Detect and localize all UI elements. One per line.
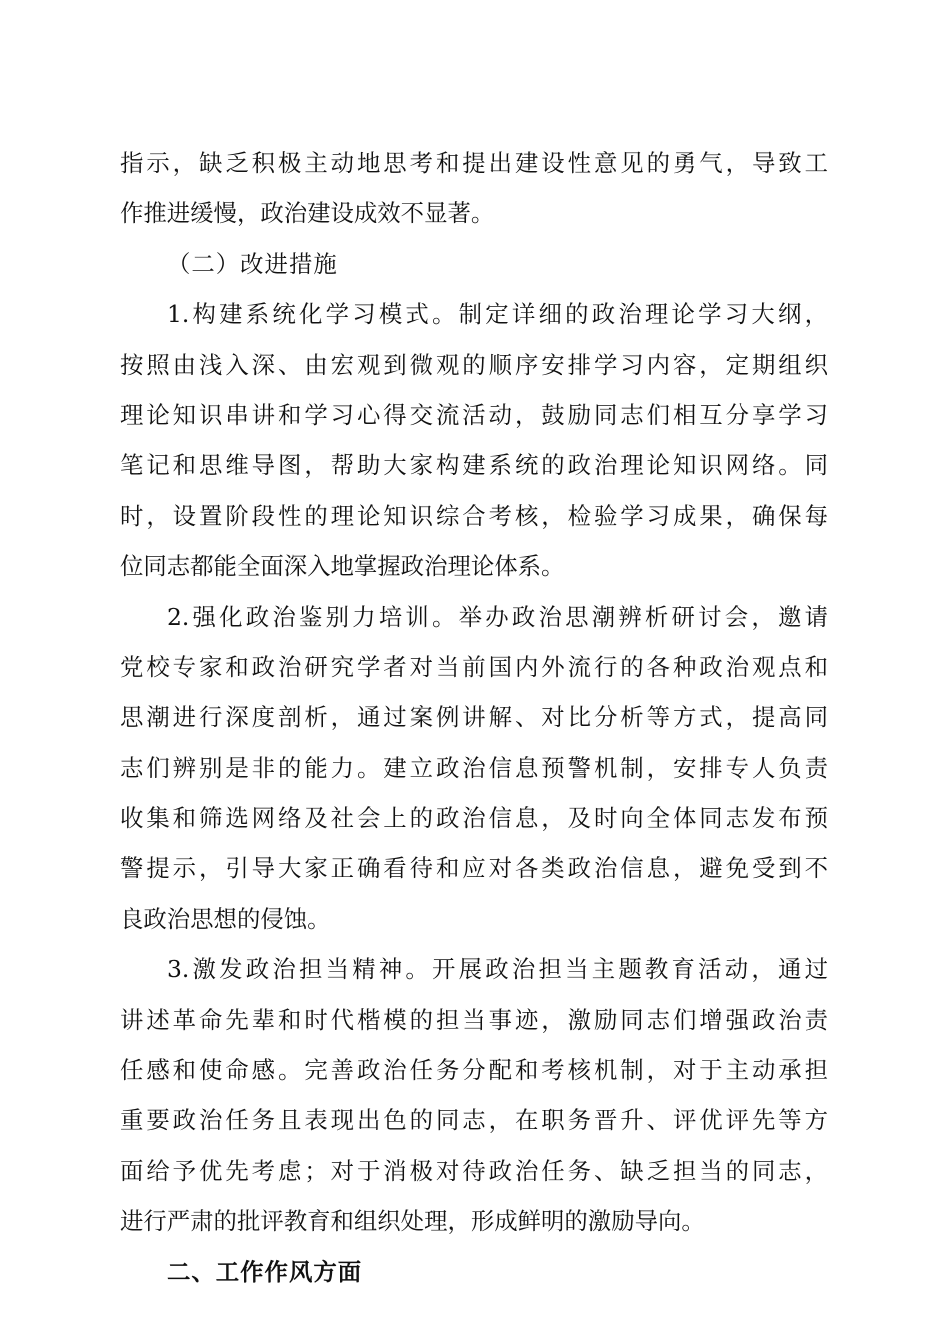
subheading-text: （二）改进措施 <box>167 249 338 278</box>
text-line: 按照由浅入深、由宏观到微观的顺序安排学习内容，定期组织 <box>120 350 828 379</box>
text-line: 笔记和思维导图，帮助大家构建系统的政治理论知识网络。同 <box>120 451 828 480</box>
text-line: 时，设置阶段性的理论知识综合考核，检验学习成果，确保每 <box>120 501 828 530</box>
text-line: 2.强化政治鉴别力培训。举办政治思潮辨析研讨会，邀请 <box>167 602 828 631</box>
section-heading-work-style <box>120 1247 828 1297</box>
text-line: 1.构建系统化学习模式。制定详细的政治理论学习大纲， <box>167 300 828 329</box>
text-line: 重要政治任务且表现出色的同志，在职务晋升、评优评先等方 <box>120 1106 828 1135</box>
paragraph-item-2 <box>120 592 828 945</box>
document-body <box>120 138 828 1297</box>
text-line: 指示，缺乏积极主动地思考和提出建设性意见的勇气，导致工 <box>120 149 828 177</box>
text-line: 理论知识串讲和学习心得交流活动，鼓励同志们相互分享学习 <box>120 400 828 429</box>
text-line: 良政治思想的侵蚀。 <box>120 904 331 933</box>
text-line: 面给予优先考虑；对于消极对待政治任务、缺乏担当的同志， <box>120 1156 828 1185</box>
text-line: 位同志都能全面深入地掌握政治理论体系。 <box>120 552 565 581</box>
text-line: 警提示，引导大家正确看待和应对各类政治信息，避免受到不 <box>120 854 828 883</box>
text-line: 收集和筛选网络及社会上的政治信息，及时向全体同志发布预 <box>120 804 828 833</box>
text-line: 党校专家和政治研究学者对当前国内外流行的各种政治观点和 <box>120 652 828 681</box>
text-line: 思潮进行深度剖析，通过案例讲解、对比分析等方式，提高同 <box>120 703 828 732</box>
paragraph-item-1 <box>120 289 828 591</box>
text-line: 3.激发政治担当精神。开展政治担当主题教育活动，通过 <box>167 955 828 984</box>
text-line: 作推进缓慢，政治建设成效不显著。 <box>120 199 495 228</box>
text-line: 志们辨别是非的能力。建立政治信息预警机制，安排专人负责 <box>120 753 828 782</box>
text-line: 任感和使命感。完善政治任务分配和考核机制，对于主动承担 <box>120 1056 828 1085</box>
text-line: 讲述革命先辈和时代楷模的担当事迹，激励同志们增强政治责 <box>120 1005 828 1034</box>
section-heading-text: 二、工作作风方面 <box>167 1257 363 1286</box>
text-line: 进行严肃的批评教育和组织处理，形成鲜明的激励导向。 <box>120 1207 705 1236</box>
paragraph-item-3 <box>120 944 828 1246</box>
subheading-improvement-measures <box>120 239 828 289</box>
paragraph-continuation <box>120 138 828 239</box>
